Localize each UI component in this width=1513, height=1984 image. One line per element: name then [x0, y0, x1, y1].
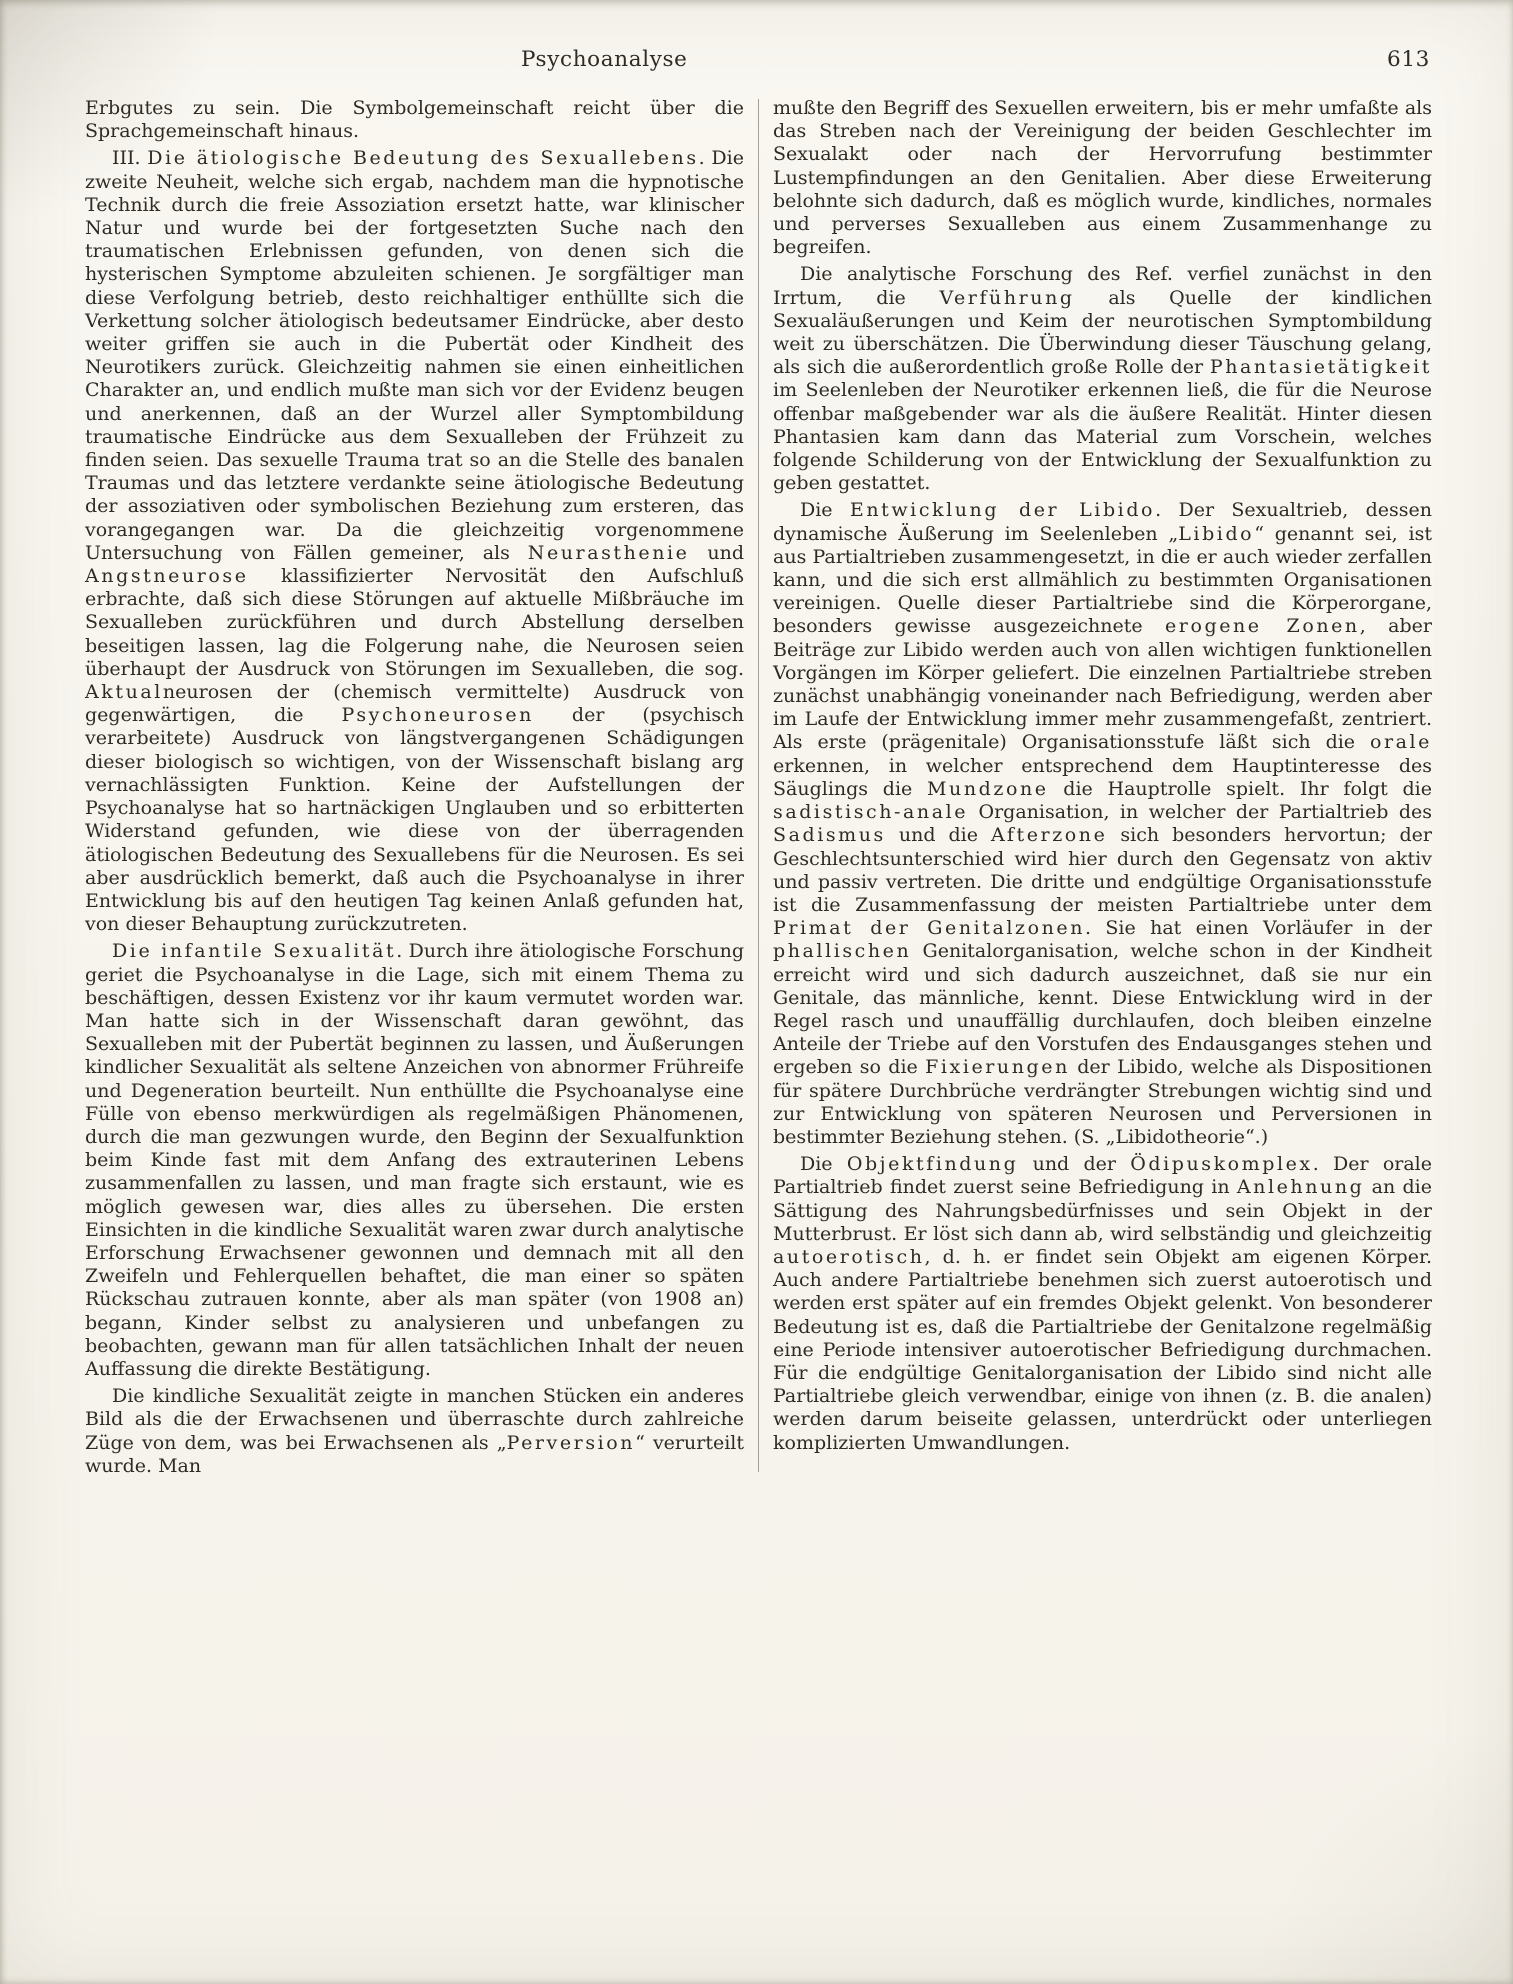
text-segment: III. [112, 147, 148, 170]
page-number: 613 [1387, 47, 1430, 72]
emphasized-text: autoerotisch [773, 1245, 925, 1268]
text-segment: als Quelle der kindlichen Sexualäußerungen und Keim der neurotischen Symptombildung weit zu überschätzen. Die Überwindung dieser Täuschung gelang, als sich die außerordentlich große Rolle der [773, 286, 1432, 379]
right-column [773, 97, 1432, 1478]
text-segment: mußte den Begriff des Sexuellen erweitern, bis er mehr umfaßte als das Streben nach der Vereinigung der beiden Geschlechter im Sexualakt oder nach der Hervorrufung bestimmter Lustempfindungen an den Genitalien. Aber diese Erweiterung belohnte sich dadurch, daß es möglich wurde, kindliches, normales und perverses Sexualleben aus einem Zusammenhange zu begreifen. [773, 97, 1432, 259]
emphasized-text: Fixierungen [925, 1056, 1070, 1079]
emphasized-text: Aktual [85, 681, 163, 704]
text-segment: . Der Sexualtrieb, dessen dynamische Äußerung im Seelenleben „ [773, 499, 1433, 545]
text-segment: im Seelenleben der Neurotiker erkennen ließ, die für die Neurose offenbar maßgebender war als die äußere Realität. Hinter diesen Phantasien kam dann das Material zum Vorschein, welches folgende Schilderung von der Entwicklung der Sexualfunktion zu geben gestattet. [773, 379, 1432, 495]
emphasized-text: Libido [1178, 522, 1255, 545]
emphasized-text: sadistisch-anale [773, 801, 969, 824]
paragraph [773, 97, 1432, 259]
text-segment: “ verurteilt wurde. Man [85, 1431, 744, 1477]
text-segment: der (psychisch verarbeitete) Ausdruck von längstvergangenen Schädigungen dieser biologisch so wichtigen, von der Wissenschaft bislang arg vernachlässigten Funktion. Keine der Aufstellungen der Psychoanalyse hat so hartnäckigen Unglauben und so erbitterten Widerstand gefunden, wie diese von der überragenden ätiologischen Bedeutung des Sexuallebens für die Neurosen. Es sei aber ausdrücklich bemerkt, daß auch die Psychoanalyse in ihrer Entwicklung bis auf den heutigen Tag keinen Anlaß gefunden hat, von dieser Behauptung zurückzutreten. [85, 704, 744, 936]
text-segment: klassifizierter Nervosität den Aufschluß erbrachte, daß sich diese Störungen auf aktuelle Mißbräuche im Sexualleben zurückführen und durch Abstellung derselben beseitigen lassen, lag die Folgerung nahe, die Neurosen seien überhaupt der Ausdruck von Störungen im Sexualleben, die sog. [85, 565, 744, 680]
column-divider [758, 99, 759, 1472]
emphasized-text: Primat der Genitalzonen [773, 917, 1086, 940]
running-head-title: Psychoanalyse [521, 47, 688, 72]
text-segment: sich besonders hervortun; der Geschlechtsunterschied wird hier durch den Gegensatz von aktiv und passiv vertreten. Die dritte und endgültige Organisationsstufe ist die Zusammenfassung der meisten Partialtriebe unter dem [773, 824, 1432, 916]
emphasized-text: Objektfindung [846, 1153, 1019, 1176]
text-segment: . Durch ihre ätiologische Forschung geriet die Psychoanalyse in die Lage, sich mit einem Thema zu beschäftigen, dessen Existenz vor ihr kaum vermutet worden war. Man hatte sich in der Wissenschaft daran gewöhnt, das Sexualleben mit der Pubertät beginnen zu lassen, und Äußerungen kindlicher Sexualität als seltene Anzeichen von abnormer Frühreife und Degeneration beurteilt. Nun enthüllte die Psychoanalyse eine Fülle von ebenso merkwürdigen als regelmäßigen Phänomenen, durch die man gezwungen wurde, den Beginn der Sexualfunktion beim Kinde fast mit dem Anfang des extrauterinen Lebens zusammenfallen zu lassen, und man fragte sich erstaunt, wie es möglich gewesen war, dies alles zu übersehen. Die ersten Einsichten in die kindliche Sexualität waren zwar durch analytische Erforschung Erwachsener gewonnen und demnach mit all den Zweifeln und Fehlerquellen behaftet, die man einer so späten Rückschau zutrauen konnte, aber als man später (von 1908 an) begann, Kinder selbst zu analysieren und unbefangen zu beobachten, gewann man für allen tatsächlichen Inhalt der neuen Auffassung die direkte Bestätigung. [85, 940, 744, 1380]
text-segment: , aber Beiträge zur Libido werden auch von allen wichtigen funktionellen Vorgängen im Körper geliefert. Die einzelnen Partialtriebe streben zunächst unabhängig voneinander nach Befriedigung, werden aber im Laufe der Entwicklung immer mehr zusammengefaßt, zentriert. Als erste (prägenitale) Organisationsstufe läßt sich die [773, 615, 1432, 754]
emphasized-text: Die infantile Sexualität [112, 940, 397, 963]
text-segment: . Der orale Partialtrieb findet zuerst seine Befriedigung in [773, 1153, 1432, 1199]
text-segment: Die analytische Forschung des Ref. verfiel zunächst in den Irrtum, die [773, 263, 1432, 309]
left-column [85, 97, 744, 1478]
text-segment: “ genannt sei, ist aus Partialtrieben zusammengesetzt, in die er auch wieder zerfallen kann, und die sich erst allmählich zu bestimmten Organisationen vereinigen. Quelle dieser Partialtriebe sind die Körperorgane, besonders gewisse ausgezeichnete [773, 522, 1432, 638]
paragraph [773, 1153, 1432, 1455]
emphasized-text: erogene Zonen [1165, 615, 1360, 638]
text-segment: die Hauptrolle spielt. Ihr folgt die [1048, 777, 1432, 800]
emphasized-text: Die ätiologische Bedeutung des Sexuallebens [147, 147, 699, 170]
emphasized-text: Phantasietätigkeit [1209, 356, 1432, 379]
emphasized-text: Sadismus [773, 824, 886, 847]
text-segment: erkennen, in welcher entsprechend dem Hauptinteresse des Säuglings die [773, 754, 1432, 800]
emphasized-text: orale [1370, 731, 1432, 754]
emphasized-text: Perversion [506, 1431, 636, 1454]
text-body [85, 97, 1432, 1478]
text-segment: neurosen der (chemisch vermittelte) Ausdruck von gegenwärtigen, die [85, 681, 744, 727]
text-segment: . Die zweite Neuheit, welche sich ergab, nachdem man die hypnotische Technik durch die freie Assoziation ersetzt hatte, war klinischer Natur und wurde bei der fortgesetzten Suche nach den traumatischen Erlebnissen gefunden, von denen sich die hysterischen Symptome abzuleiten schienen. Je sorgfältiger man diese Verfolgung betrieb, desto reichhaltiger enthüllte sich die Verkettung solcher ätiologisch bedeutsamer Eindrücke, aber desto weiter griffen sie auch in die Pubertät oder Kindheit des Neurotikers zurück. Gleichzeitig nahmen sie einen einheitlichen Charakter an, und endlich mußte man sich vor der Evidenz beugen und anerkennen, daß an der Wurzel aller Symptombildung traumatische Eindrücke aus dem Sexualleben der Frühzeit zu finden seien. Das sexuelle Trauma trat so an die Stelle des banalen Traumas und das letztere verdankte seine ätiologische Bedeutung der assoziativen oder symbolischen Beziehung zum ersteren, das vorangegangen war. Da die gleichzeitig vorgenommene Untersuchung von Fällen gemeiner, als [85, 147, 744, 564]
emphasized-text: Ödipuskomplex [1130, 1153, 1313, 1176]
emphasized-text: Neurasthenie [527, 541, 690, 564]
text-segment: an die Sättigung des Nahrungsbedürfnisses und sein Objekt in der Mutterbrust. Er löst sich dann ab, wird selbständig und gleichzeitig [773, 1176, 1432, 1245]
page-header [85, 47, 1432, 77]
text-segment: und die [885, 824, 991, 847]
text-segment: Die [800, 1153, 847, 1176]
paragraph [85, 97, 744, 143]
emphasized-text: Mundzone [927, 777, 1049, 800]
emphasized-text: Afterzone [990, 824, 1108, 847]
paragraph [773, 263, 1432, 495]
paragraph [85, 147, 744, 936]
text-segment: Genitalorganisation, welche schon in der Kindheit erreicht wird und sich dadurch auszeichnet, daß sie nur ein Genitale, das männliche, kennt. Diese Entwicklung wird in der Regel rasch und unauffällig durchlaufen, doch bleiben einzelne Anteile der Triebe auf den Vorstufen des Endausganges stehen und ergeben so die [773, 940, 1432, 1079]
paragraph [85, 940, 744, 1381]
emphasized-text: Psychoneurosen [341, 704, 534, 727]
text-segment: Erbgutes zu sein. Die Symbolgemeinschaft reicht über die Sprachgemeinschaft hinaus. [85, 97, 744, 143]
text-segment: der Libido, welche als Dispositionen für spätere Durchbrüche verdrängter Strebungen wichtig sind und zur Entwicklung von späteren Neurosen und Perversionen in bestimmter Beziehung stehen. (S. „Libidotheorie“.) [773, 1056, 1432, 1148]
text-segment: . Sie hat einen Vorläufer in der [1085, 917, 1432, 940]
text-segment: und [689, 541, 744, 564]
text-segment: Die kindliche Sexualität zeigte in manchen Stücken ein anderes Bild als die der Erwachsenen und überraschte durch zahlreiche Züge von dem, was bei Erwachsenen als „ [85, 1385, 744, 1454]
text-segment: , d. h. er findet sein Objekt am eigenen Körper. Auch andere Partialtriebe benehmen sich zuerst autoerotisch und werden erst später auf ein fremdes Objekt gelenkt. Von besonderer Bedeutung ist es, daß die Partialtriebe der Genitalzone regelmäßig eine Periode intensiver autoerotischer Befriedigung durchmachen. Für die endgültige Genitalorganisation der Libido sind nicht alle Partialtriebe gleich verwendbar, einige von ihnen (z. B. die analen) werden darum beiseite gelassen, unterdrückt oder unterliegen komplizierten Umwandlungen. [773, 1245, 1432, 1454]
emphasized-text: Anlehnung [1236, 1176, 1365, 1199]
text-segment: und der [1018, 1153, 1131, 1176]
emphasized-text: Entwicklung der Libido [849, 499, 1156, 522]
text-segment: Die [800, 499, 850, 522]
emphasized-text: Verführung [939, 286, 1075, 309]
paragraph [85, 1385, 744, 1478]
text-segment: Organisation, in welcher der Partialtrieb des [968, 801, 1432, 824]
paragraph [773, 499, 1432, 1149]
emphasized-text: Angstneurose [85, 565, 249, 588]
emphasized-text: phallischen [773, 940, 912, 963]
